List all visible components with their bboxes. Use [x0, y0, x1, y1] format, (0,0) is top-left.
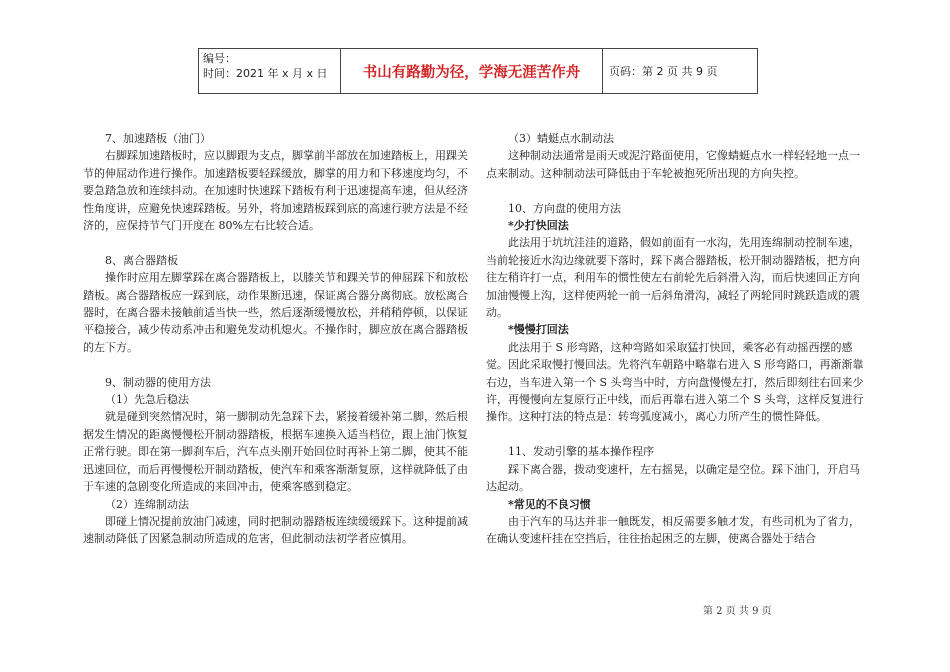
page-header: [198, 48, 758, 94]
section-10-title: 10、方向盘的使用方法: [508, 201, 621, 215]
section-7-body: 右脚踩加速踏板时，应以脚跟为支点，脚掌前半部放在加速踏板上，用踝关节的伸屈动作进行操作。加速踏板要轻踩缓放，脚掌的用力和下移速度均匀，不要急踏急放和连续抖动。在加速时快速踩下踏板有利于迅速提高车速，但从经济性角度讲，应避免快速踩踏板。另外，将加速踏板踩到底的高速行驶方法是不经济的，应保持节气门开度在 80%左右比较合适。: [83, 149, 468, 233]
header-meta: [199, 49, 341, 93]
section-9-title: 9、制动器的使用方法: [105, 375, 211, 389]
document-date: 时间：2021 年 x 月 x 日: [203, 67, 328, 80]
section-8-body: 操作时应用左脚掌踩在离合器踏板上，以膝关节和踝关节的伸屈踩下和放松踏板。离合器踏板应一踩到底，动作果断迅速，保证离合器分离彻底。放松离合器时，在离合器未接触前适当快一些，然后逐渐缓慢放松，并稍稍停顿，以保证平稳接合，减少传动系冲击和避免发动机熄火。不操作时，脚应放在离合器踏板的左下方。: [83, 271, 468, 354]
left-column: [83, 130, 473, 548]
section-11-1-body: 由于汽车的马达并非一触既发，相反需要多触才发，有些司机为了省力，在确认变速杆挂在空挡后，往往抬起困乏的左脚，使离合器处于结合: [486, 514, 860, 546]
section-7-title: 7、加速踏板（油门）: [105, 132, 211, 145]
header-motto: 书山有路勤为径，学海无涯苦作舟: [341, 49, 603, 93]
section-8-title: 8、离合器踏板: [105, 253, 178, 267]
document-number-label: 编号：: [203, 52, 236, 65]
section-9-3-title: （3）蜻蜓点水制动法: [508, 132, 614, 145]
section-11-body: 踩下离合器，拨动变速杆，左右摇晃，以确定是空位。踩下油门，开启马达起动。: [486, 462, 860, 494]
section-9-1-title: （1）先急后稳法: [105, 393, 189, 407]
section-9-3-body: 这种制动法通常是雨天或泥泞路面使用，它像蜻蜓点水一样轻轻地一点一点来制动。这种制动法可降低由于车轮被抱死所出现的方向失控。: [486, 149, 860, 180]
section-11-title: 11、发动引擎的基本操作程序: [508, 445, 654, 459]
section-9-2-body: 即碰上情况提前放油门减速，同时把制动器踏板连续缓缓踩下。这种提前减速制动降低了因紧急制动所造成的危害，但此制动法初学者应慎用。: [83, 514, 468, 546]
section-10-2-title: *慢慢打回法: [508, 323, 569, 337]
right-column: [486, 130, 870, 548]
header-page-number: 页码：第 2 页 共 9 页: [609, 65, 718, 78]
section-9-1-body: 就是碰到突然情况时，第一脚制动先急踩下去，紧接着缓补第二脚，然后根据发生情况的距离慢慢松开制动器踏板，根据车速换入适当档位，跟上油门恢复正常行驶。即在第一脚刹车后，汽车点头刚开始回位时再补上第二脚，使其不能迅速回位，而后再慢慢松开制动踏板，使汽车和乘客渐渐复原，这样就降低了由于车速的急剧变化所造成的来回冲击，使乘客感到稳定。: [83, 410, 468, 494]
page-footer: 第 2 页 共 9 页: [703, 606, 772, 617]
section-9-2-title: （2）连绵制动法: [105, 497, 189, 511]
section-10-2-body: 此法用于 S 形弯路，这种弯路如采取猛打快回，乘客必有动摇西摆的感觉。因此采取慢打慢回法。先将汽车朝路中略靠右进入 S 形弯路口，再渐渐靠右边，当车进入第一个 S 头弯当中时，方向盘慢慢左打，然后即刻往右回来少许，再慢慢向左复原行正中线，而后再靠右进入第二个 S 头弯，这样反复进行操作。这种打法的特点是：转弯弧度减小，离心力所产生的惯性降低。: [486, 340, 864, 424]
section-11-1-title: *常见的不良习惯: [508, 497, 591, 511]
section-10-1-body: 此法用于坑坑洼洼的道路，假如前面有一水沟，先用连绵制动控制车速，当前轮接近水沟边缘就要下落时，踩下离合器踏板，松开制动器踏板，把方向往左稍许打一点，利用车的惯性使左右前轮先后斜滑入沟，而后快速回正方向加油慢慢上沟，这样使两轮一前一后斜角滑沟，减轻了两轮同时跳跃造成的震动。: [486, 236, 860, 320]
section-10-1-title: *少打快回法: [508, 219, 569, 233]
